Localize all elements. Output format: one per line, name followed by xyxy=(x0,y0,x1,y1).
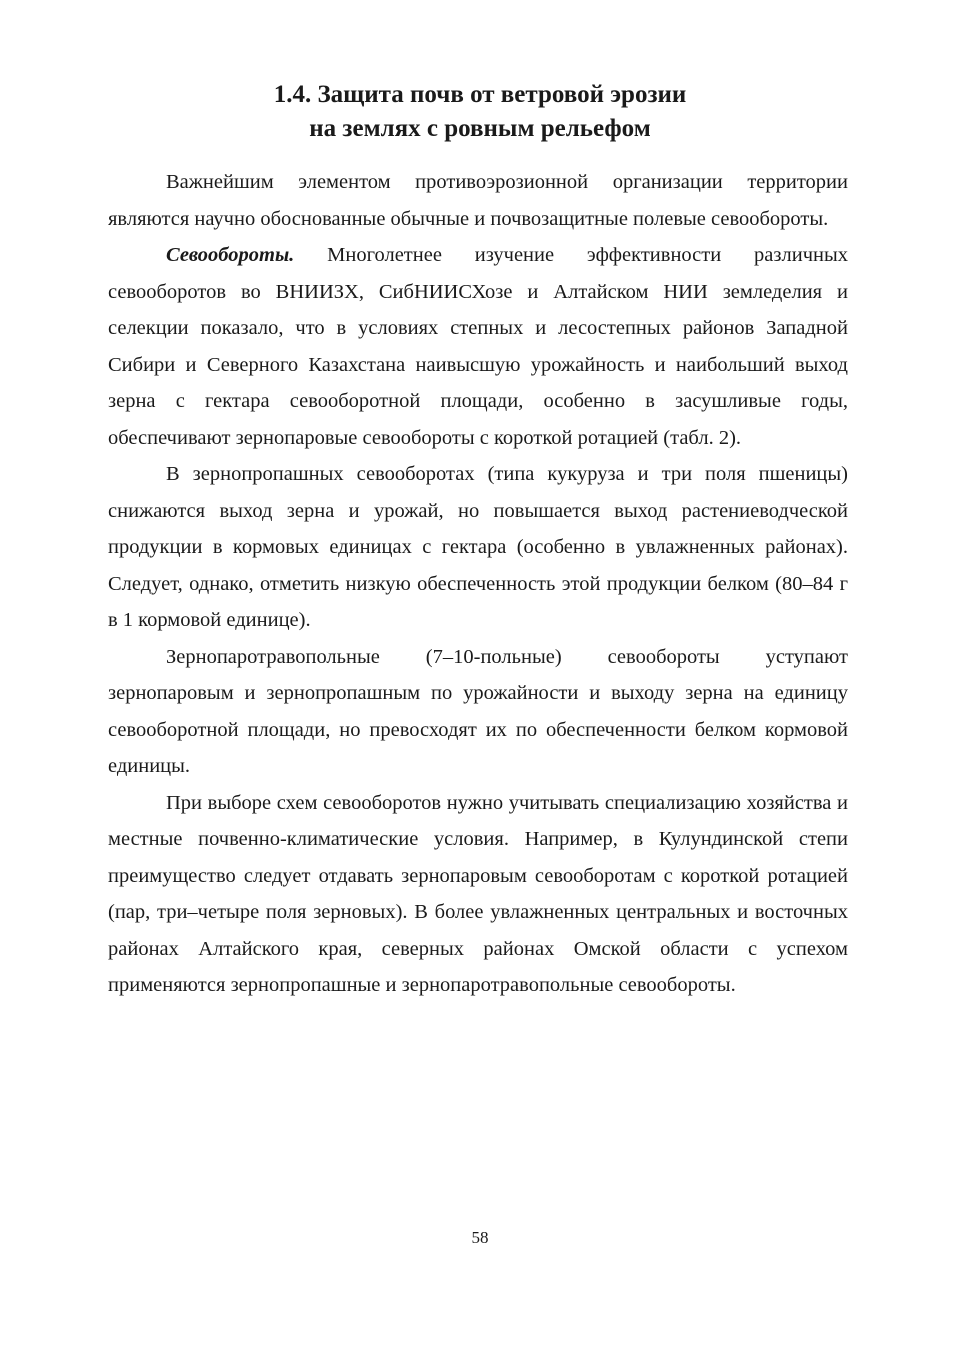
section-heading xyxy=(0,78,960,146)
paragraph-2 xyxy=(108,237,848,456)
paragraph-1: Важнейшим элементом противоэрозионной организации территории являются научно обоснованные обычные и почвозащитные полевые севообороты. xyxy=(108,171,848,230)
paragraph-3: В зернопропашных севооборотах (типа кукуруза и три поля пшеницы) снижаются выход зерна и урожай, но повышается выход растениеводческой продукции в кормовых единицах с гектара (особенно в увлажненных районах). Следует, однако, отметить низкую обеспеченность этой продукции белком (80–84 г в 1 кормовой единице). xyxy=(108,463,848,631)
body-text xyxy=(108,164,848,1004)
page-number: 58 xyxy=(471,1228,489,1247)
section-title-line-1: 1.4. Защита почв от ветровой эрозии xyxy=(273,81,687,108)
paragraph-4: Зернопаротравопольные (7–10-польные) севообороты уступают зернопаровым и зернопропашным по урожайности и выходу зерна на единицу севооборотной площади, но превосходят их по обеспеченности белком кормовой единицы. xyxy=(108,645,848,777)
paragraph-5: При выборе схем севооборотов нужно учитывать специализацию хозяйства и местные почвенно-климатические условия. Например, в Кулундинской степи преимущество следует отдавать зернопаровым севооборотам с короткой ротацией (пар, три–четыре поля зерновых). В более увлажненных центральных и восточных районах Алтайского края, северных районах Омской области с успехом применяются зернопропашные и зернопаротравопольные севообороты. xyxy=(108,791,848,996)
paragraph-2-text: Многолетнее изучение эффективности различных севооборотов во ВНИИЗХ, СибНИИСХозе и Алтайском НИИ земледелия и селекции показало, что в условиях степных и лесостепных районов Западной Сибири и Северного Казахстана наивысшую урожайность и наибольший выход зерна с гектара севооборотной площади, особенно в засушливые годы, обеспечивают зернопаровые севообороты с короткой ротацией (табл. 2). xyxy=(108,244,848,449)
section-title-line-2: на землях с ровным рельефом xyxy=(309,115,651,142)
paragraph-2-lead-in: Севообороты. xyxy=(166,244,295,266)
